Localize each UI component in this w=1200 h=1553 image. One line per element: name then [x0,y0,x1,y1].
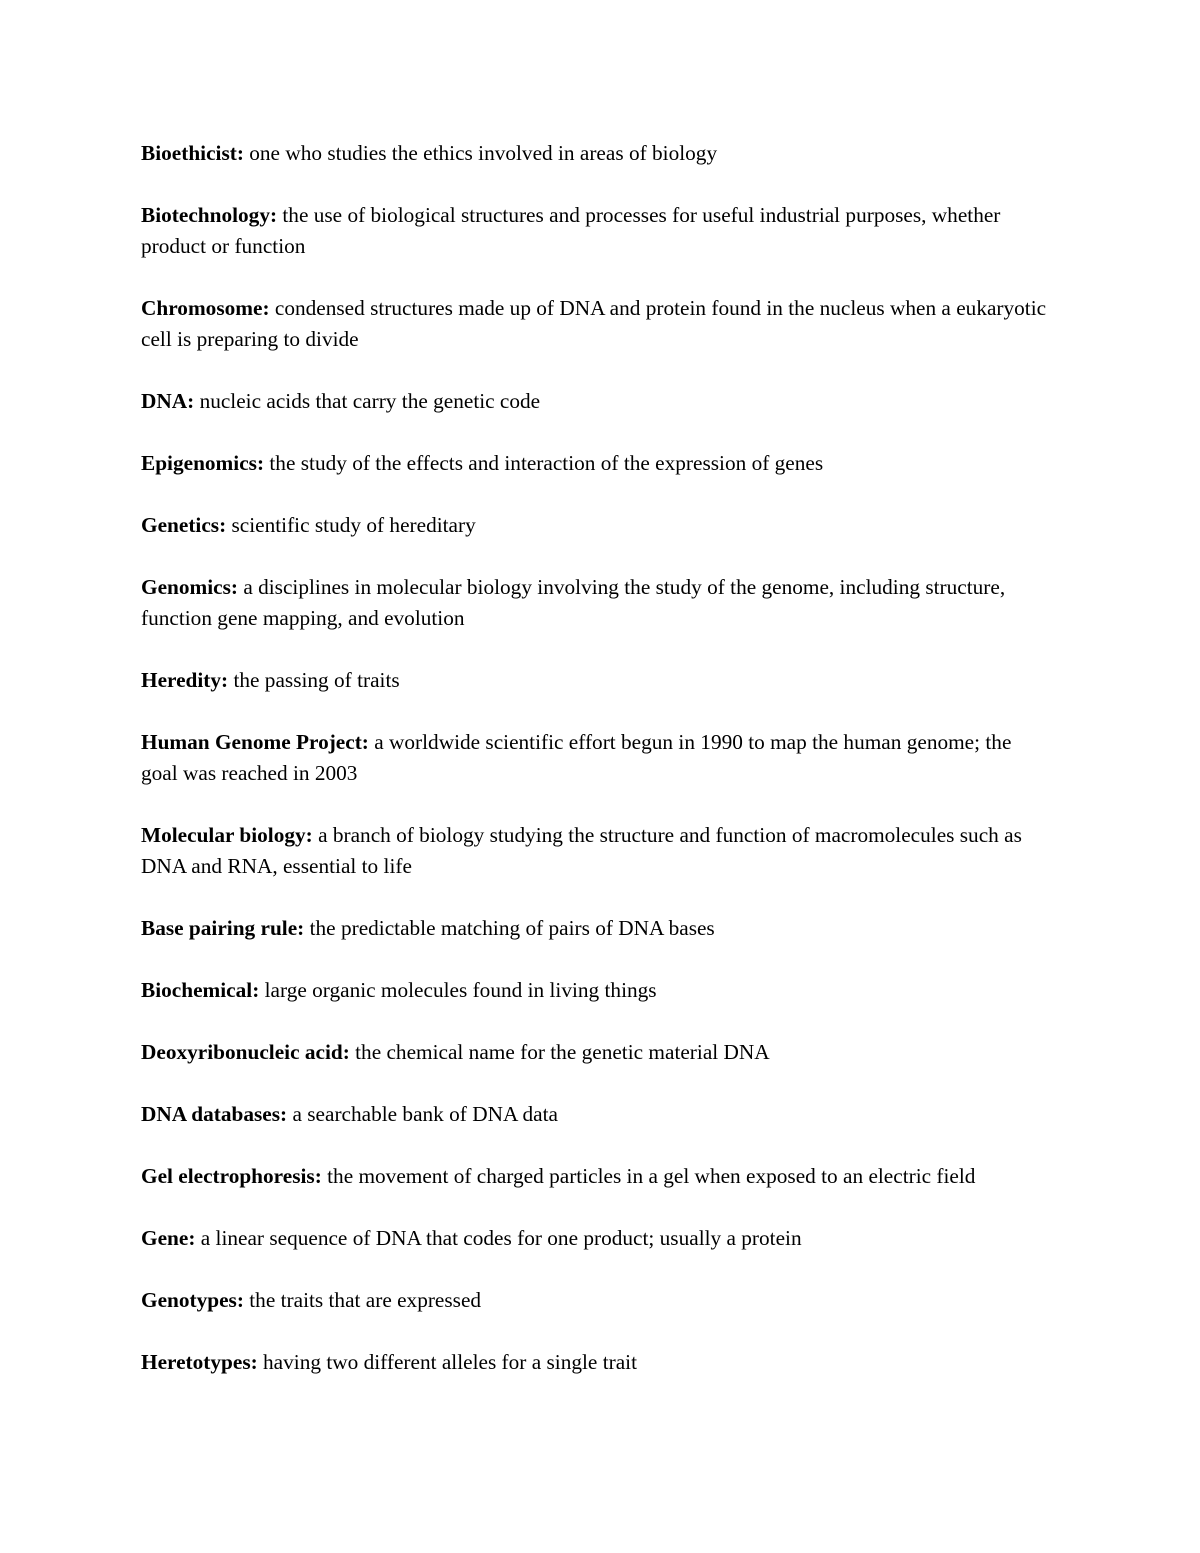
glossary-term: Molecular biology: [141,823,313,847]
glossary-term: Gel electrophoresis: [141,1164,322,1188]
glossary-definition: one who studies the ethics involved in areas of biology [249,141,718,165]
glossary-definition: large organic molecules found in living things [264,978,657,1002]
glossary-term: Epigenomics: [141,451,265,475]
glossary-term: Human Genome Project: [141,730,369,754]
glossary-entry [141,1161,1051,1192]
glossary-term: Genomics: [141,575,239,599]
glossary-term: Base pairing rule: [141,916,305,940]
glossary-definition: a worldwide scientific effort begun in 1990 to map the human genome; the goal was reached in 2003 [141,730,1012,785]
glossary-entry [141,510,1051,541]
glossary-definition: the chemical name for the genetic material DNA [355,1040,770,1064]
glossary-term: Gene: [141,1226,196,1250]
glossary-term: Genotypes: [141,1288,244,1312]
glossary-term: DNA databases: [141,1102,288,1126]
glossary-definition: the movement of charged particles in a gel when exposed to an electric field [327,1164,976,1188]
glossary-term: Bioethicist: [141,141,244,165]
glossary-entry [141,1223,1051,1254]
glossary-definition: having two different alleles for a single trait [263,1350,637,1374]
glossary-definition: the traits that are expressed [249,1288,482,1312]
glossary-definition: the use of biological structures and processes for useful industrial purposes, whether product or function [141,203,1001,258]
glossary-entry [141,293,1051,355]
glossary-term: Genetics: [141,513,227,537]
glossary-term: Biotechnology: [141,203,278,227]
glossary-term: DNA: [141,389,195,413]
glossary-entry [141,138,1051,169]
glossary-term: Heredity: [141,668,229,692]
glossary-entry [141,1347,1051,1378]
glossary-entry [141,1099,1051,1130]
glossary-definition: the predictable matching of pairs of DNA bases [309,916,715,940]
glossary-entry [141,820,1051,882]
glossary-definition: a searchable bank of DNA data [292,1102,558,1126]
glossary-definition: the passing of traits [233,668,400,692]
glossary-definition: condensed structures made up of DNA and protein found in the nucleus when a eukaryotic cell is preparing to divide [141,296,1047,351]
glossary-entry [141,200,1051,262]
glossary-list [141,138,1051,1409]
glossary-entry [141,727,1051,789]
glossary-entry [141,975,1051,1006]
glossary-entry [141,913,1051,944]
glossary-entry [141,665,1051,696]
glossary-definition: a branch of biology studying the structure and function of macromolecules such as DNA and RNA, essential to life [141,823,1022,878]
glossary-entry [141,572,1051,634]
glossary-entry [141,386,1051,417]
glossary-term: Deoxyribonucleic acid: [141,1040,350,1064]
glossary-term: Chromosome: [141,296,270,320]
glossary-term: Biochemical: [141,978,260,1002]
glossary-entry [141,1285,1051,1316]
glossary-entry [141,1037,1051,1068]
glossary-definition: a disciplines in molecular biology involving the study of the genome, including structure, function gene mapping, and evolution [141,575,1006,630]
glossary-definition: nucleic acids that carry the genetic code [199,389,541,413]
glossary-definition: the study of the effects and interaction of the expression of genes [269,451,824,475]
glossary-entry [141,448,1051,479]
glossary-definition: scientific study of hereditary [231,513,476,537]
glossary-term: Heretotypes: [141,1350,258,1374]
glossary-definition: a linear sequence of DNA that codes for one product; usually a protein [200,1226,802,1250]
